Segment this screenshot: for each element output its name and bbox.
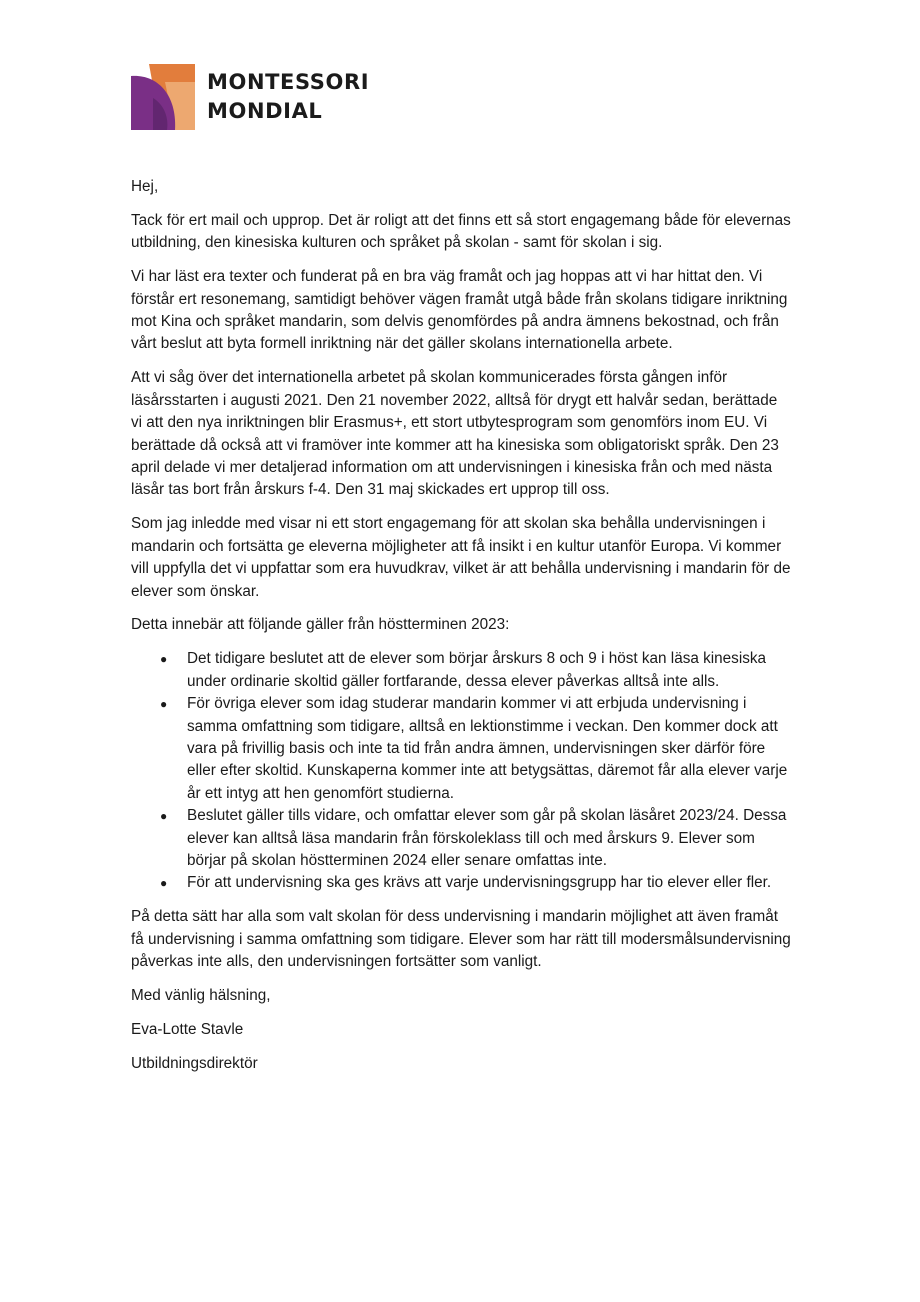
list-item-text: Beslutet gäller tills vidare, och omfattar elever som går på skolan läsåret 2023/24. Dessa elever kan alltså läsa mandarin från förskoleklass till och med årskurs 9. Elever som börjar på skolan höstterminen 2024 eller senare omfattas inte.	[187, 807, 787, 869]
logo-line-2: MONDIAL	[207, 99, 323, 123]
sign-off: Med vänlig hälsning,	[131, 987, 271, 1004]
list-item-text: För övriga elever som idag studerar mandarin kommer vi att erbjuda undervisning i samma omfattning som tidigare, alltså en lektionstimme i veckan. Den kommer dock att vara på frivillig basis och inte ta tid från andra ämnen, undervisningen sker därför före eller efter skoltid. Kunskaperna kommer inte att betygsättas, däremot får alla elever varje år ett intyg att hen genomfört studierna.	[187, 695, 788, 802]
letter-body	[131, 176, 791, 1087]
list-item	[160, 648, 791, 693]
logo-mark-icon	[131, 64, 195, 130]
paragraph-4: Som jag inledde med visar ni ett stort engagemang för att skolan ska behålla undervisningen i mandarin och fortsätta ge eleverna möjligheter att få insikt i en kultur utanför Europa. Vi kommer vill uppfylla det vi uppfattar som era huvudkrav, vilket är att behålla undervisning i mandarin för de elever som önskar.	[131, 515, 791, 600]
signer-name: Eva-Lotte Stavle	[131, 1020, 244, 1038]
bullet-icon: ●	[160, 652, 168, 667]
montessori-mondial-logo	[131, 64, 369, 130]
logo-wordmark	[207, 68, 369, 126]
bullet-icon: ●	[160, 809, 168, 824]
paragraph-3: Att vi såg över det internationella arbetet på skolan kommunicerades första gången inför läsårsstarten i augusti 2021. Den 21 november 2022, alltså för drygt ett halvår sedan, berättade vi att den nya inriktningen blir Erasmus+, ett stort utbytesprogram som genomförs inom EU. Vi berättade då också att vi framöver inte kommer att ha kinesiska som obligatoriskt språk. Den 23 april delade vi mer detaljerad information om att undervisningen i kinesiska från och med nästa läsår tas bort från årskurs f-4. Den 31 maj skickades ert upprop till oss.	[131, 369, 779, 499]
logo-line-1: MONTESSORI	[207, 70, 370, 94]
decision-list	[131, 648, 791, 894]
list-item-text: För att undervisning ska ges krävs att varje undervisningsgrupp har tio elever eller fler.	[187, 874, 772, 892]
greeting: Hej,	[131, 178, 159, 195]
signer-title: Utbildningsdirektör	[131, 1054, 258, 1072]
signature-block	[131, 985, 791, 1075]
bullet-icon: ●	[160, 876, 168, 891]
list-item	[160, 872, 791, 894]
list-item	[160, 693, 791, 805]
bullet-icon: ●	[160, 697, 168, 712]
paragraph-2: Vi har läst era texter och funderat på en bra väg framåt och jag hoppas att vi har hittat den. Vi förstår ert resonemang, samtidigt behöver vägen framåt utgå både från skolans tidigare inriktning mot Kina och språket mandarin, som delvis genomfördes på andra ämnens bekostnad, och från vårt beslut att byta formell inriktning när det gäller skolans internationella arbete.	[131, 268, 788, 353]
list-item	[160, 805, 791, 872]
closing-paragraph: På detta sätt har alla som valt skolan för dess undervisning i mandarin möjlighet att även framåt få undervisning i samma omfattning som tidigare. Elever som har rätt till modersmålsundervisning påverkas inte alls, den undervisningen fortsätter som vanligt.	[131, 908, 791, 971]
list-item-text: Det tidigare beslutet att de elever som börjar årskurs 8 och 9 i höst kan läsa kinesiska under ordinarie skoltid gäller fortfarande, dessa elever påverkas alltså inte alls.	[187, 650, 767, 690]
paragraph-1: Tack för ert mail och upprop. Det är roligt att det finns ett så stort engagemang både för elevernas utbildning, den kinesiska kulturen och språket på skolan - samt för skolan i sig.	[131, 211, 791, 252]
paragraph-5: Detta innebär att följande gäller från höstterminen 2023:	[131, 616, 510, 634]
